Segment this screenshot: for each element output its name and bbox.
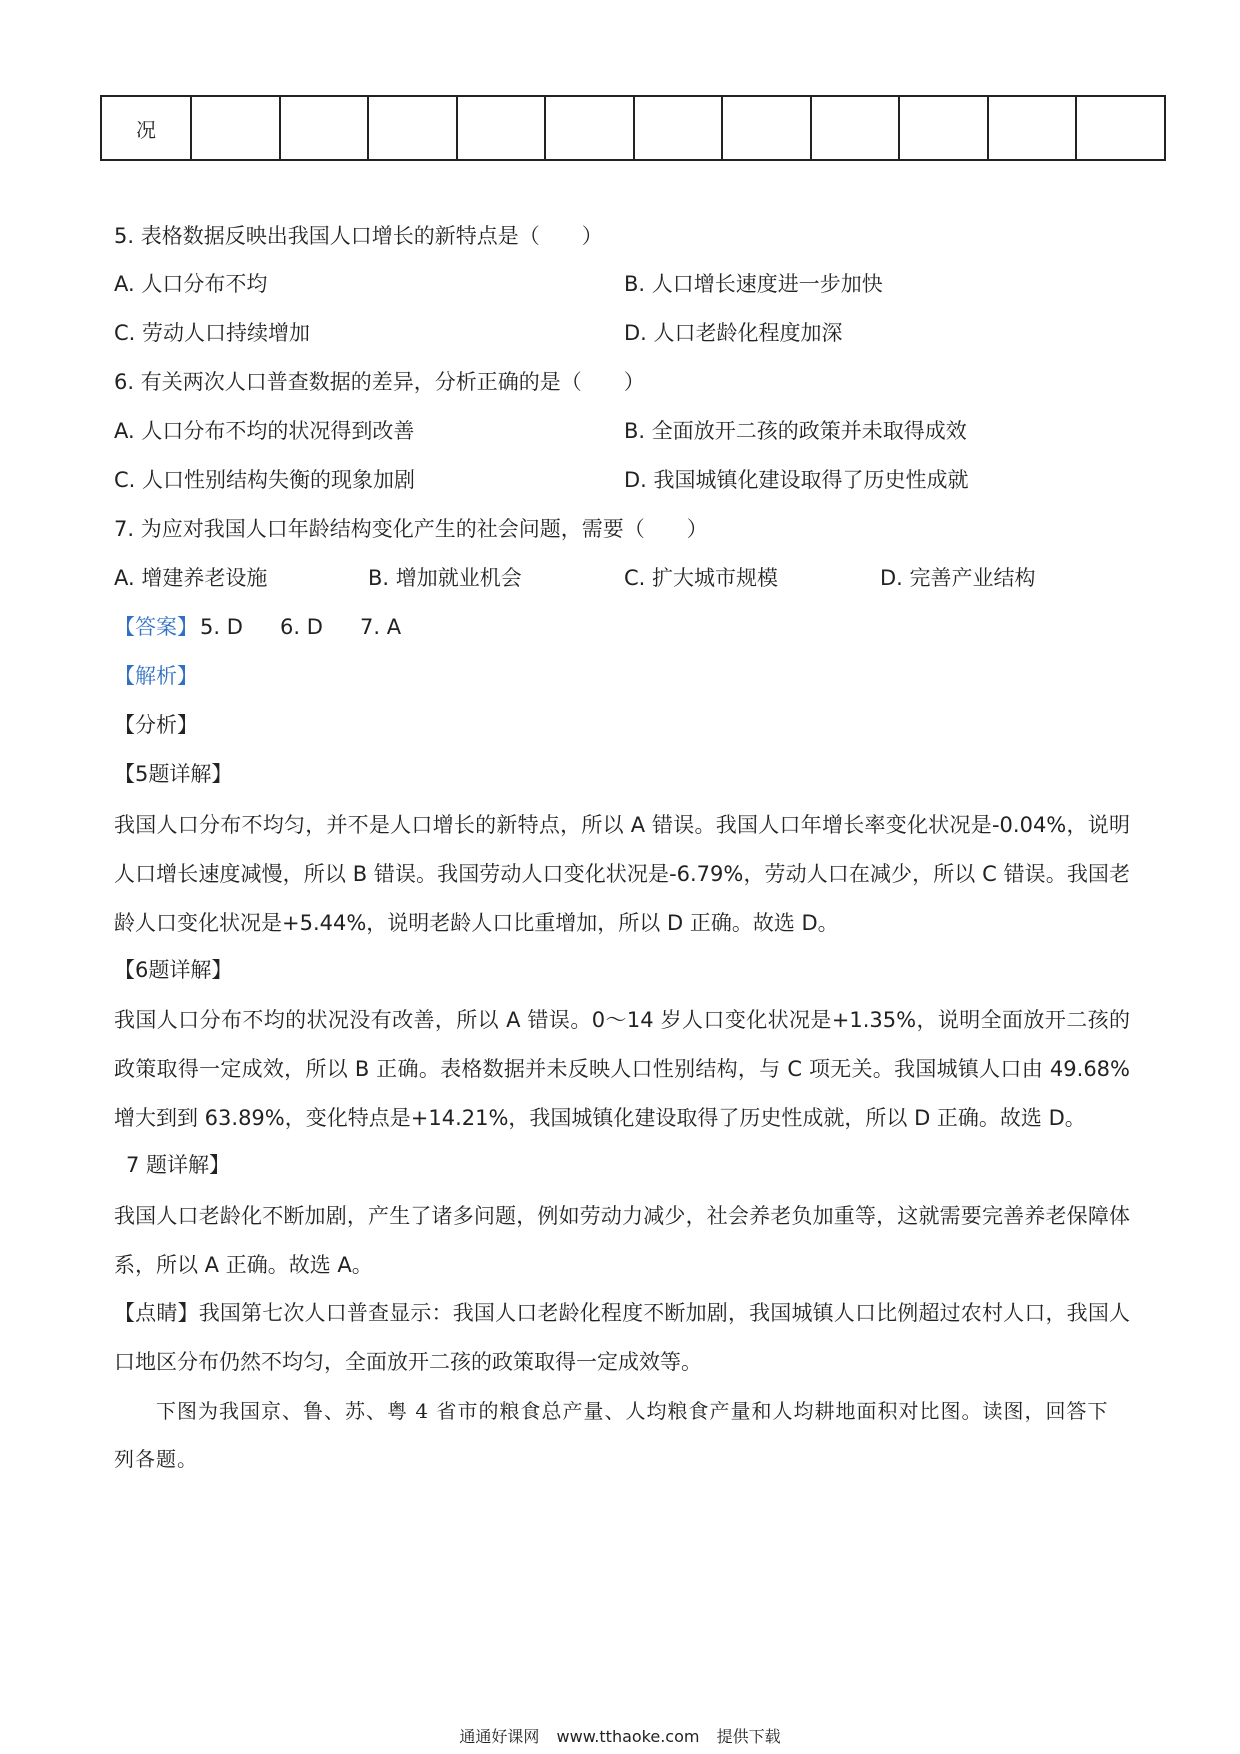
answer-label: 【答案】	[114, 615, 198, 639]
page-footer	[0, 1724, 1240, 1747]
question-7-stem: 7. 为应对我国人口年龄结构变化产生的社会问题，需要（ ）	[114, 517, 708, 541]
detail-6-label: 【6题详解】	[114, 958, 233, 982]
answer-5: 5. D	[200, 615, 243, 639]
detail-5-label: 【5题详解】	[114, 762, 233, 786]
q5-option-b: B. 人口增长速度进一步加快	[624, 272, 883, 296]
question-6-stem: 6. 有关两次人口普查数据的差异，分析正确的是（ ）	[114, 370, 645, 394]
answer-6: 6. D	[280, 615, 323, 639]
table-cell	[811, 96, 900, 160]
q6-option-a: A. 人口分布不均的状况得到改善	[114, 419, 415, 443]
table-cell	[191, 96, 280, 160]
table-cell	[457, 96, 546, 160]
q7-option-c: C. 扩大城市规模	[624, 566, 779, 590]
table-row	[101, 96, 1165, 160]
fenxi-label: 【分析】	[114, 713, 198, 737]
dianjing-text: 我国第七次人口普查显示：我国人口老龄化程度不断加剧，我国城镇人口比例超过农村人口，我国人口地区分布仍然不均匀，全面放开二孩的政策取得一定成效等。	[114, 1301, 1131, 1374]
table-cell	[634, 96, 723, 160]
q7-option-d: D. 完善产业结构	[880, 566, 1036, 590]
census-table-fragment	[100, 95, 1166, 161]
dianjing-paragraph	[114, 1289, 1130, 1387]
q5-option-a: A. 人口分布不均	[114, 272, 268, 296]
question-5-stem: 5. 表格数据反映出我国人口增长的新特点是（ ）	[114, 224, 603, 248]
answer-7: 7. A	[360, 615, 402, 639]
q6-option-c: C. 人口性别结构失衡的现象加剧	[114, 468, 416, 492]
table-cell	[368, 96, 457, 160]
table-cell: 况	[101, 96, 191, 160]
q6-option-d: D. 我国城镇化建设取得了历史性成就	[624, 468, 969, 492]
detail-7-text: 我国人口老龄化不断加剧，产生了诸多问题，例如劳动力减少，社会养老负加重等，这就需要完善养老保障体系，所以 A 正确。故选 A。	[114, 1204, 1130, 1277]
detail-5-text: 我国人口分布不均匀，并不是人口增长的新特点，所以 A 错误。我国人口年增长率变化状况是-0.04%，说明人口增长速度减慢，所以 B 错误。我国劳动人口变化状况是-6.79%，劳动人口在减少，所以 C 错误。我国老龄人口变化状况是+5.44%，说明老龄人口比重增加，所以 D 正确。故选 D。	[114, 813, 1130, 935]
footer-suffix: 提供下载	[716, 1727, 781, 1746]
footer-url[interactable]: www.tthaoke.com	[556, 1727, 700, 1746]
q5-option-d: D. 人口老龄化程度加深	[624, 321, 843, 345]
intro-paragraph: 下图为我国京、鲁、苏、粤 4 省市的粮食总产量、人均粮食产量和人均耕地面积对比图。读图，回答下列各题。	[114, 1399, 1109, 1471]
analysis-label: 【解析】	[114, 664, 198, 688]
table-cell	[988, 96, 1077, 160]
detail-7-label: 7 题详解】	[126, 1153, 231, 1177]
q5-option-c: C. 劳动人口持续增加	[114, 321, 311, 345]
table-cell	[545, 96, 634, 160]
q7-option-b: B. 增加就业机会	[368, 566, 522, 590]
table-cell	[899, 96, 988, 160]
table-cell	[722, 96, 811, 160]
table-cell	[1076, 96, 1165, 160]
footer-site-name: 通通好课网	[459, 1727, 540, 1746]
q6-option-b: B. 全面放开二孩的政策并未取得成效	[624, 419, 967, 443]
table-cell	[280, 96, 369, 160]
detail-6-text: 我国人口分布不均的状况没有改善，所以 A 错误。0～14 岁人口变化状况是+1.35%，说明全面放开二孩的政策取得一定成效，所以 B 正确。表格数据并未反映人口性别结构，与 C 项无关。我国城镇人口由 49.68%增大到到 63.89%，变化特点是+14.21%，我国城镇化建设取得了历史性成就，所以 D 正确。故选 D。	[114, 1008, 1130, 1130]
q7-option-a: A. 增建养老设施	[114, 566, 268, 590]
dianjing-label: 【点睛】	[114, 1301, 199, 1325]
